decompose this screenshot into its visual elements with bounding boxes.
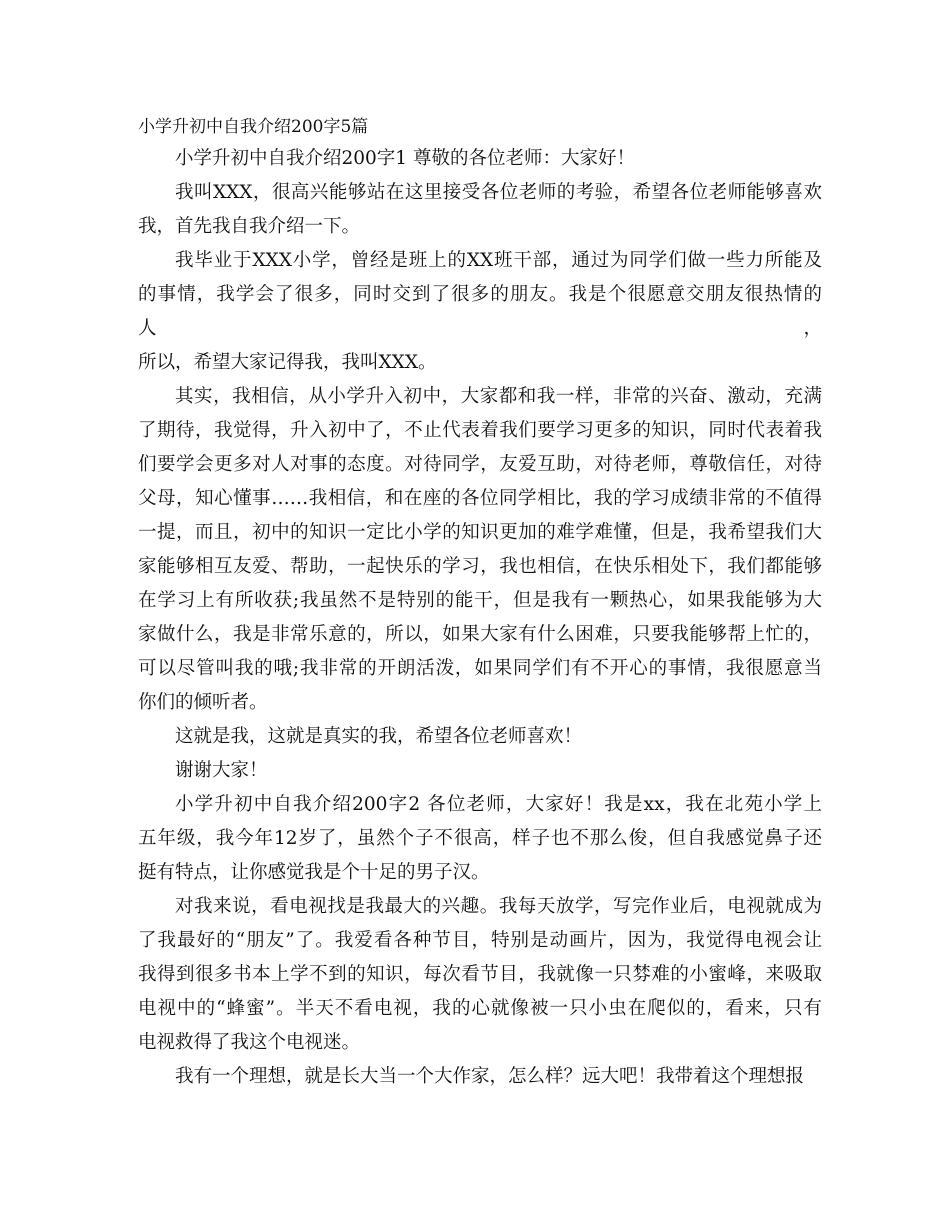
paragraph	[138, 1060, 822, 1094]
paragraph-line: 我毕业于XXX小学，曾经是班上的XX班干部，通过为同学们做一些力所能及	[175, 250, 822, 271]
paragraph-line: 父母，知心懂事……我相信，和在座的各位同学相比，我的学习成绩非常的不值得	[138, 488, 822, 509]
paragraph-line: 了我最好的“朋友”了。我爱看各种节目，特别是动画片，因为，我觉得电视会让	[138, 930, 822, 951]
paragraph-line: 电视救得了我这个电视迷。	[138, 1032, 361, 1053]
paragraph-line: 的事情，我学会了很多，同时交到了很多的朋友。我是个很愿意交朋友很热情的人，	[138, 284, 822, 339]
paragraph-line: 家能够相互友爱、帮助，一起快乐的学习，我也相信，在快乐相处下，我们都能够	[138, 556, 822, 577]
paragraph-line: 小学升初中自我介绍200字1 尊敬的各位老师：大家好！	[175, 148, 635, 169]
paragraph	[138, 176, 822, 244]
paragraph-line: 一提，而且，初中的知识一定比小学的知识更加的难学难懂，但是，我希望我们大	[138, 522, 822, 543]
paragraph-line: 小学升初中自我介绍200字2 各位老师，大家好！我是xx，我在北苑小学上	[175, 794, 822, 815]
document-body	[138, 142, 822, 1094]
paragraph-line: 可以尽管叫我的哦;我非常的开朗活泼，如果同学们有不开心的事情，我很愿意当	[138, 658, 822, 679]
paragraph-line: 你们的倾听者。	[138, 692, 268, 713]
paragraph-line: 我有一个理想，就是长大当一个大作家，怎么样？远大吧！我带着这个理想报	[175, 1066, 805, 1087]
paragraph-line: 我叫XXX，很高兴能够站在这里接受各位老师的考验，希望各位老师能够喜欢	[175, 182, 822, 203]
paragraph-line: 其实，我相信，从小学升入初中，大家都和我一样，非常的兴奋、激动，充满	[175, 386, 822, 407]
paragraph-line: 我得到很多书本上学不到的知识，每次看节目，我就像一只棼难的小蜜峰，来吸取	[138, 964, 822, 985]
paragraph	[138, 244, 822, 380]
paragraph	[138, 142, 822, 176]
document-page	[138, 112, 822, 1094]
paragraph-line: 们要学会更多对人对事的态度。对待同学，友爱互助，对待老师，尊敬信任，对待	[138, 454, 822, 475]
paragraph-line: 挺有特点，让你感觉我是个十足的男子汉。	[138, 862, 490, 883]
paragraph-line: 对我来说，看电视找是我最大的兴趣。我每天放学，写完作业后，电视就成为	[175, 896, 822, 917]
paragraph-line: 电视中的“蜂蜜”。半天不看电视，我的心就像被一只小虫在爬似的，看来，只有	[138, 998, 822, 1019]
paragraph-line: 家做什么，我是非常乐意的，所以，如果大家有什么困难，只要我能够帮上忙的，	[138, 624, 822, 645]
paragraph-line: 我，首先我自我介绍一下。	[138, 216, 361, 237]
paragraph-line: 谢谢大家！	[175, 760, 268, 781]
paragraph-line: 五年级，我今年12岁了，虽然个子不很高，样子也不那么俊，但自我感觉鼻子还	[138, 828, 822, 849]
paragraph-line: 这就是我，这就是真实的我，希望各位老师喜欢！	[175, 726, 583, 747]
paragraph-line: 所以，希望大家记得我，我叫XXX。	[138, 352, 437, 373]
document-title: 小学升初中自我介绍200字5篇	[138, 117, 369, 137]
paragraph-line: 在学习上有所收获;我虽然不是特别的能干，但是我有一颗热心，如果我能够为大	[138, 590, 822, 611]
paragraph	[138, 380, 822, 720]
paragraph	[138, 890, 822, 1060]
paragraph	[138, 754, 822, 788]
paragraph	[138, 788, 822, 890]
paragraph	[138, 720, 822, 754]
paragraph-line: 了期待，我觉得，升入初中了，不止代表着我们要学习更多的知识，同时代表着我	[138, 420, 822, 441]
